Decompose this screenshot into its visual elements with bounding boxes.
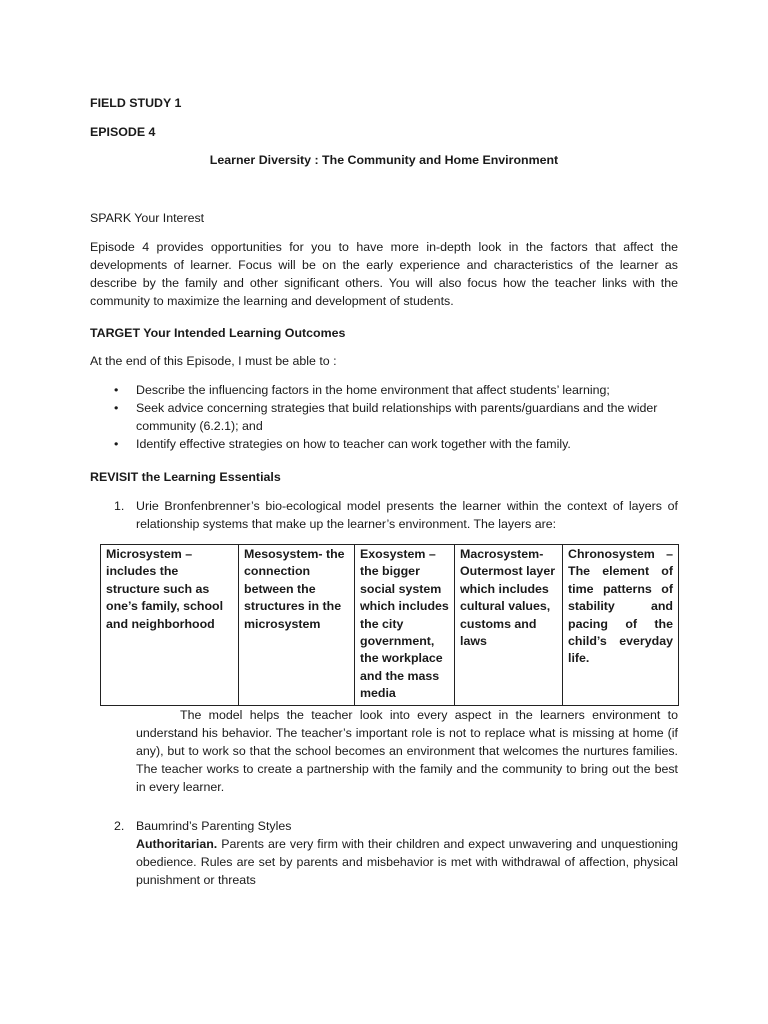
parenting-styles-title: Baumrind’s Parenting Styles (136, 819, 292, 833)
layer-term: Macrosystem- (460, 547, 544, 561)
model-paragraph: The model helps the teacher look into every aspect in the learners environment to understand his behavior. The teacher’s important role is not to replace what is missing at home (if any), but to work so that the school becomes an environment that welcomes the nurtures families. The teacher works to create a partnership with the family and the community to bring out the best in every learner. (136, 708, 678, 794)
outcome-text: Seek advice concerning strategies that build relationships with parents/guardians and the wider community (6.2.1); and (136, 401, 658, 433)
list-item (114, 381, 684, 399)
layer-desc: includes the structure such as one’s family, school and neighborhood (106, 564, 224, 631)
layer-cell-mesosystem (239, 545, 355, 706)
ecological-layers-table (100, 544, 679, 706)
layer-cell-chronosystem (563, 545, 679, 706)
outcome-text: Identify effective strategies on how to teacher can work together with the family. (136, 437, 571, 451)
bullet-icon: • (114, 383, 119, 397)
layer-term: Microsystem – (106, 547, 193, 561)
layer-desc: the connection between the structures in the microsystem (244, 547, 345, 631)
authoritarian-paragraph (136, 835, 678, 889)
layer-cell-exosystem (355, 545, 455, 706)
course-label: FIELD STUDY 1 (90, 96, 182, 110)
outcomes-list (114, 381, 684, 453)
item-number: 2. (114, 819, 125, 833)
layer-cell-microsystem (101, 545, 239, 706)
spark-heading: SPARK Your Interest (90, 211, 205, 225)
style-name: Authoritarian. (136, 837, 218, 851)
bullet-icon: • (114, 401, 119, 415)
layer-desc: The element of time patterns of stability and pacing of the child’s everyday life. (568, 564, 673, 666)
layer-cell-macrosystem (455, 545, 563, 706)
layer-term: Exosystem – (360, 547, 436, 561)
layer-desc: the bigger social system which includes the city government, the workplace and the mass media (360, 564, 449, 701)
target-intro: At the end of this Episode, I must be able to : (90, 354, 337, 368)
item-number: 1. (114, 499, 125, 513)
outcome-text: Describe the influencing factors in the home environment that affect students’ learning; (136, 383, 610, 397)
bullet-icon: • (114, 437, 119, 451)
layer-term: Mesosystem- (244, 547, 323, 561)
layer-term: Chronosystem – (568, 547, 673, 561)
layer-desc: Outermost layer which includes cultural values, customs and laws (460, 564, 556, 649)
episode-label: EPISODE 4 (90, 125, 156, 139)
list-item (114, 435, 684, 453)
style-text: Parents are very firm with their children and expect unwavering and unquestioning obedience. Rules are set by parents and misbehavior is met with withdrawal of affection, physical punishment or threats (136, 837, 678, 887)
bronfenbrenner-text: Urie Bronfenbrenner’s bio-ecological model presents the learner within the context of layers of relationship systems that make up the learner’s environment. The layers are: (136, 499, 678, 531)
list-item (114, 399, 684, 435)
document-title: Learner Diversity : The Community and Home Environment (209, 153, 559, 167)
target-heading: TARGET Your Intended Learning Outcomes (90, 326, 346, 340)
revisit-heading: REVISIT the Learning Essentials (90, 470, 281, 484)
spark-paragraph: Episode 4 provides opportunities for you to have more in-depth look in the factors that affect the developments of learner. Focus will be on the early experience and characteristics of the learner as describe by the family and other significant others. You will also focus how the teacher links with the community to maximize the learning and development of students. (90, 240, 678, 308)
